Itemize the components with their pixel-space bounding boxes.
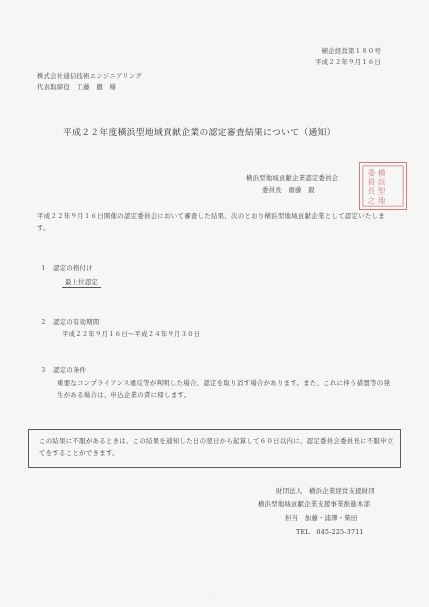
seal-glyph-row: 長 型: [367, 186, 386, 196]
section1-value: [62, 278, 101, 286]
section2-heading: ２ 認定の有効期間: [40, 318, 100, 326]
body-paragraph: 平成２２年９月１６日開催の認定委員会において審査した結果、次のとおり横浜型地域貢献企業として認定いたします。: [37, 212, 385, 232]
contact-organization: 財団法人 横浜企業経営支援財団: [276, 487, 375, 495]
section1-heading: １ 認定の格付け: [40, 264, 93, 272]
recipient-person: 代表取締役 工藤 徹 様: [37, 83, 117, 91]
official-seal: [359, 162, 407, 210]
page-mark: ··: [208, 592, 211, 597]
document-date: 平成２２年９月１６日: [315, 58, 381, 66]
appeal-notice-text: この結果に不服があるときは、この結果を通知した日の翌日から起算して６０日以内に、認定委員会委員長に不服申立てをすることができます。: [39, 437, 394, 457]
seal-glyph-row: 之 地: [367, 195, 386, 205]
document-title: 平成２２年度横浜型地域貢献企業の認定審査結果について（通知）: [63, 128, 336, 138]
issuer-organization: 横浜型地域貢献企業認定委員会: [246, 174, 339, 182]
section2-value: 平成２２年９月１６日〜平成２４年９月３０日: [62, 330, 201, 338]
section3-text: 重要なコンプライアンス違反等が判明した場合、認定を取り消す場合があります。また、これに伴う措置等の発生がある場合は、申込企業の責に帰します。: [57, 379, 391, 399]
appeal-notice-box: [28, 429, 401, 468]
issuer-person: 委員長 齋藤 毅: [262, 186, 315, 194]
seal-glyph-row: 委 横: [367, 168, 386, 178]
grade-label: 最上位認定: [62, 278, 101, 288]
contact-tel: TEL 045-225-3711: [296, 528, 364, 536]
contact-staff: 担当 加藤・浦澤・柴田: [285, 514, 358, 522]
recipient-company: 株式会社通信技術エンジニアリング: [37, 72, 142, 80]
document-number: 横企経営第１８０号: [321, 47, 381, 55]
seal-glyph-row: 員 浜: [367, 177, 386, 187]
seal-icon: [360, 163, 406, 209]
contact-department: 横浜型地域貢献企業支援事業推進本部: [258, 500, 371, 508]
section3-heading: ３ 認定の条件: [40, 366, 87, 374]
